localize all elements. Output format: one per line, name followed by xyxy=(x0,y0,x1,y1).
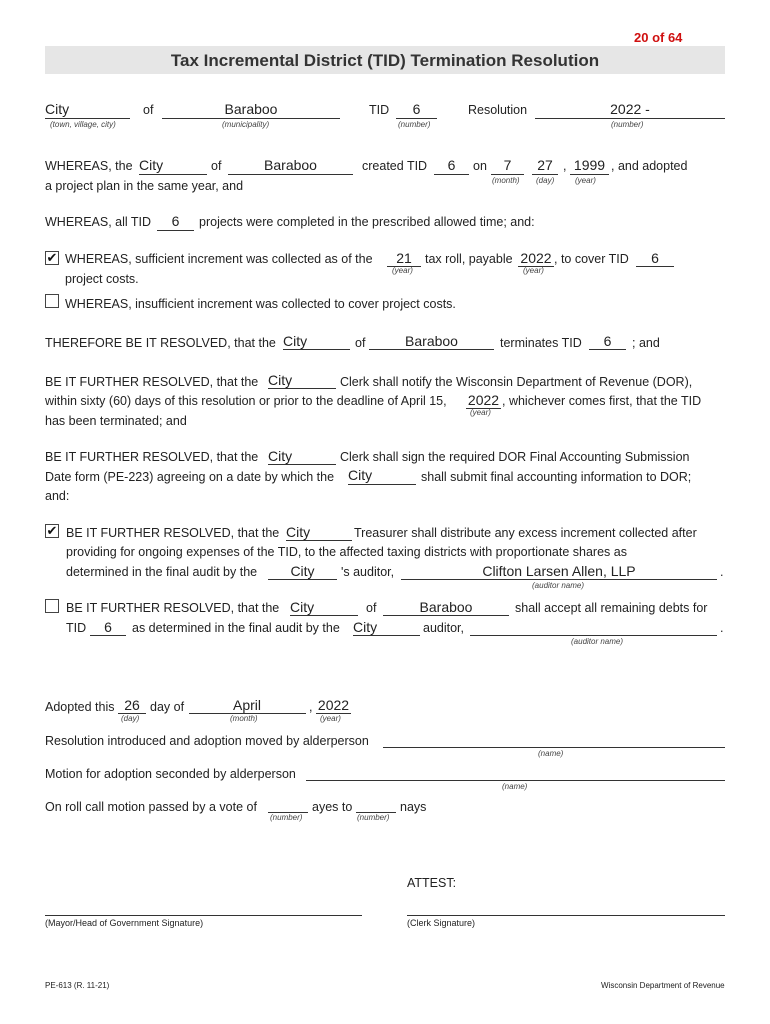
whereas1-year-line xyxy=(570,174,609,175)
whereas1-day-caption: (day) xyxy=(536,176,555,185)
therefore-tid-line xyxy=(589,349,626,350)
whereas1-entity-line xyxy=(139,174,207,175)
whereas1-month-line xyxy=(491,174,524,175)
tid-label: TID xyxy=(369,103,390,117)
whereas1-tid-line xyxy=(434,174,469,175)
whereas1-line2: a project plan in the same year, and xyxy=(45,179,244,193)
further2-entity-line xyxy=(268,464,336,465)
vote-ayes-caption: (number) xyxy=(270,813,303,822)
adopted-month-field[interactable]: April xyxy=(233,697,262,713)
further1-text-a: BE IT FURTHER RESOLVED, that the xyxy=(45,375,259,389)
mayor-signature-line[interactable] xyxy=(45,915,362,916)
whereas1-text-a: WHEREAS, the xyxy=(45,159,133,173)
whereas1-comma: , xyxy=(563,159,567,173)
further4-text-a: BE IT FURTHER RESOLVED, that the xyxy=(66,601,280,615)
further4-text-c: shall accept all remaining debts for xyxy=(515,601,708,615)
whereas3-text-a: WHEREAS, sufficient increment was collected as of the xyxy=(65,252,373,266)
whereas1-text-b: of xyxy=(211,159,222,173)
therefore-text-b: of xyxy=(355,336,366,350)
further3-line2: providing for ongoing expenses of the TID, to the affected taxing districts with proportionate shares as xyxy=(66,545,627,559)
resolution-number-line xyxy=(535,118,725,119)
further3-entity2-field[interactable]: City xyxy=(290,563,315,579)
further3-checkbox[interactable]: ✔ xyxy=(46,523,58,538)
further4-municipality-line xyxy=(383,615,509,616)
further4-entity2-field[interactable]: City xyxy=(353,619,378,635)
whereas1-day-line xyxy=(532,174,558,175)
page-title: Tax Incremental District (TID) Termination Resolution xyxy=(170,51,600,70)
whereas1-day-field[interactable]: 27 xyxy=(537,157,553,173)
attest-label: ATTEST: xyxy=(407,876,457,890)
further1-text-b: Clerk shall notify the Wisconsin Department of Revenue (DOR), xyxy=(340,375,693,389)
title-bar xyxy=(45,46,725,74)
whereas1-year-caption: (year) xyxy=(575,176,596,185)
further2-entity-field[interactable]: City xyxy=(268,448,293,464)
further3-auditor-field[interactable]: Clifton Larsen Allen, LLP xyxy=(482,563,636,579)
whereas4-checkbox[interactable] xyxy=(45,294,59,308)
whereas3-payable-year-caption: (year) xyxy=(523,266,544,275)
whereas1-month-caption: (month) xyxy=(492,176,520,185)
further3-text-b: Treasurer shall distribute any excess increment collected after xyxy=(354,526,697,540)
further1-entity-field[interactable]: City xyxy=(268,372,293,388)
whereas1-text-c: created TID xyxy=(362,159,428,173)
further1-year-field[interactable]: 2022 xyxy=(467,392,500,408)
further3-line3-b: 's auditor, xyxy=(341,565,395,579)
introduced-label: Resolution introduced and adoption moved by alderperson xyxy=(45,734,369,748)
whereas1-text-e: , and adopted xyxy=(611,159,688,173)
whereas3-year-caption: (year) xyxy=(392,266,413,275)
therefore-entity-field[interactable]: City xyxy=(283,333,308,349)
further4-period: . xyxy=(720,621,724,635)
adopted-year-caption: (year) xyxy=(320,714,341,723)
further3-period: . xyxy=(720,565,724,579)
further1-line2-a: within sixty (60) days of this resolution or prior to the deadline of April 15, xyxy=(45,394,447,408)
whereas4-text: WHEREAS, insufficient increment was collected to cover project costs. xyxy=(65,297,456,311)
tid-number-field[interactable]: 6 xyxy=(412,101,421,117)
therefore-text-c: terminates TID xyxy=(500,336,582,350)
whereas1-municipality-line xyxy=(228,174,353,175)
adopted-day-field[interactable]: 26 xyxy=(124,697,140,713)
further4-tid-line xyxy=(90,635,126,636)
adopted-text-a: Adopted this xyxy=(45,700,115,714)
whereas1-entity-field[interactable]: City xyxy=(139,157,164,173)
therefore-municipality-field[interactable]: Baraboo xyxy=(405,333,458,349)
further3-text-a: BE IT FURTHER RESOLVED, that the xyxy=(66,526,280,540)
whereas2-tid-line xyxy=(157,230,194,231)
further4-line2-c: auditor, xyxy=(423,621,465,635)
clerk-signature-caption: (Clerk Signature) xyxy=(407,918,476,928)
whereas3-text-b: tax roll, payable xyxy=(425,252,513,266)
adopted-day-caption: (day) xyxy=(121,714,140,723)
further2-entity2-line xyxy=(348,484,416,485)
whereas3-text-c: , to cover TID xyxy=(554,252,629,266)
introduced-name-line[interactable] xyxy=(383,747,725,748)
adopted-text-b: day of xyxy=(150,700,185,714)
resolution-label: Resolution xyxy=(468,103,528,117)
further4-entity-line xyxy=(290,615,358,616)
whereas3-year-field[interactable]: 21 xyxy=(396,250,412,266)
therefore-municipality-line xyxy=(369,349,494,350)
further3-entity2-line xyxy=(268,579,337,580)
page-number: 20 of 64 xyxy=(634,30,683,45)
tid-number-caption: (number) xyxy=(398,120,431,129)
further4-line2-a: TID xyxy=(66,621,87,635)
further4-auditor-line[interactable] xyxy=(470,635,717,636)
form-id: PE-613 (R. 11-21) xyxy=(45,981,110,990)
whereas1-year-field[interactable]: 1999 xyxy=(573,157,606,173)
further3-auditor-line xyxy=(401,579,717,580)
vote-text-b: ayes to xyxy=(312,800,353,814)
resolution-number-field[interactable]: 2022 - xyxy=(610,101,650,117)
header-of: of xyxy=(143,103,154,117)
whereas3-checkbox[interactable]: ✔ xyxy=(46,250,58,265)
further3-entity-field[interactable]: City xyxy=(286,524,311,540)
vote-text-c: nays xyxy=(400,800,427,814)
vote-nays-caption: (number) xyxy=(357,813,390,822)
seconded-label: Motion for adoption seconded by alderperson xyxy=(45,767,296,781)
therefore-text-d: ; and xyxy=(632,336,660,350)
whereas2-text-b: projects were completed in the prescribed allowed time; and: xyxy=(199,215,535,229)
further4-text-b: of xyxy=(366,601,377,615)
adopted-month-caption: (month) xyxy=(230,714,258,723)
further2-text-a: BE IT FURTHER RESOLVED, that the xyxy=(45,450,259,464)
entity-type-field[interactable]: City xyxy=(45,101,70,117)
further4-entity-field[interactable]: City xyxy=(290,599,315,615)
seconded-name-caption: (name) xyxy=(502,782,528,791)
entity-type-line xyxy=(45,118,130,119)
vote-text-a: On roll call motion passed by a vote of xyxy=(45,800,257,814)
further4-tid-field[interactable]: 6 xyxy=(104,619,112,635)
further1-year-caption: (year) xyxy=(470,408,491,417)
further4-municipality-field[interactable]: Baraboo xyxy=(419,599,473,615)
therefore-text-a: THEREFORE BE IT RESOLVED, that the xyxy=(45,336,276,350)
further2-text-b: Clerk shall sign the required DOR Final Accounting Submission xyxy=(340,450,690,464)
tid-number-line xyxy=(396,118,437,119)
clerk-signature-line[interactable] xyxy=(407,915,725,916)
whereas1-tid-field[interactable]: 6 xyxy=(447,157,456,173)
further2-entity2-field[interactable]: City xyxy=(348,467,373,483)
mayor-signature-caption: (Mayor/Head of Government Signature) xyxy=(45,918,204,928)
therefore-entity-line xyxy=(283,349,350,350)
adopted-comma: , xyxy=(309,700,313,714)
whereas3-tid-line xyxy=(636,266,674,267)
whereas2-text-a: WHEREAS, all TID xyxy=(45,215,152,229)
whereas1-text-d: on xyxy=(473,159,487,173)
seconded-name-line[interactable] xyxy=(306,780,725,781)
further3-line3-a: determined in the final audit by the xyxy=(66,565,258,579)
therefore-tid-field[interactable]: 6 xyxy=(603,333,612,349)
whereas1-municipality-field[interactable]: Baraboo xyxy=(264,157,317,173)
whereas1-month-field[interactable]: 7 xyxy=(503,157,512,173)
further2-line2-a: Date form (PE-223) agreeing on a date by which the xyxy=(45,470,335,484)
entity-type-caption: (town, village, city) xyxy=(50,120,116,129)
resolution-number-caption: (number) xyxy=(611,120,644,129)
further3-auditor-caption: (auditor name) xyxy=(532,581,585,590)
municipality-caption: (municipality) xyxy=(222,120,270,129)
adopted-year-field[interactable]: 2022 xyxy=(317,697,350,713)
further2-line3: and: xyxy=(45,489,70,503)
further1-line3: has been terminated; and xyxy=(45,414,187,428)
whereas3-payable-year-field[interactable]: 2022 xyxy=(520,250,552,266)
introduced-name-caption: (name) xyxy=(538,749,564,758)
whereas3-tid-field[interactable]: 6 xyxy=(651,250,659,266)
whereas3-line2: project costs. xyxy=(65,272,139,286)
whereas2-tid-field[interactable]: 6 xyxy=(171,213,180,229)
further4-line2-b: as determined in the final audit by the xyxy=(132,621,340,635)
further4-entity2-line xyxy=(353,635,420,636)
agency-name: Wisconsin Department of Revenue xyxy=(601,981,725,990)
municipality-field[interactable]: Baraboo xyxy=(224,101,278,117)
municipality-line xyxy=(162,118,340,119)
further3-entity-line xyxy=(286,540,352,541)
further1-line2-b: , whichever comes first, that the TID xyxy=(502,394,702,408)
further1-entity-line xyxy=(268,388,336,389)
further4-auditor-caption: (auditor name) xyxy=(571,637,624,646)
further4-checkbox[interactable] xyxy=(45,599,59,613)
further2-line2-b: shall submit final accounting information to DOR; xyxy=(421,470,692,484)
